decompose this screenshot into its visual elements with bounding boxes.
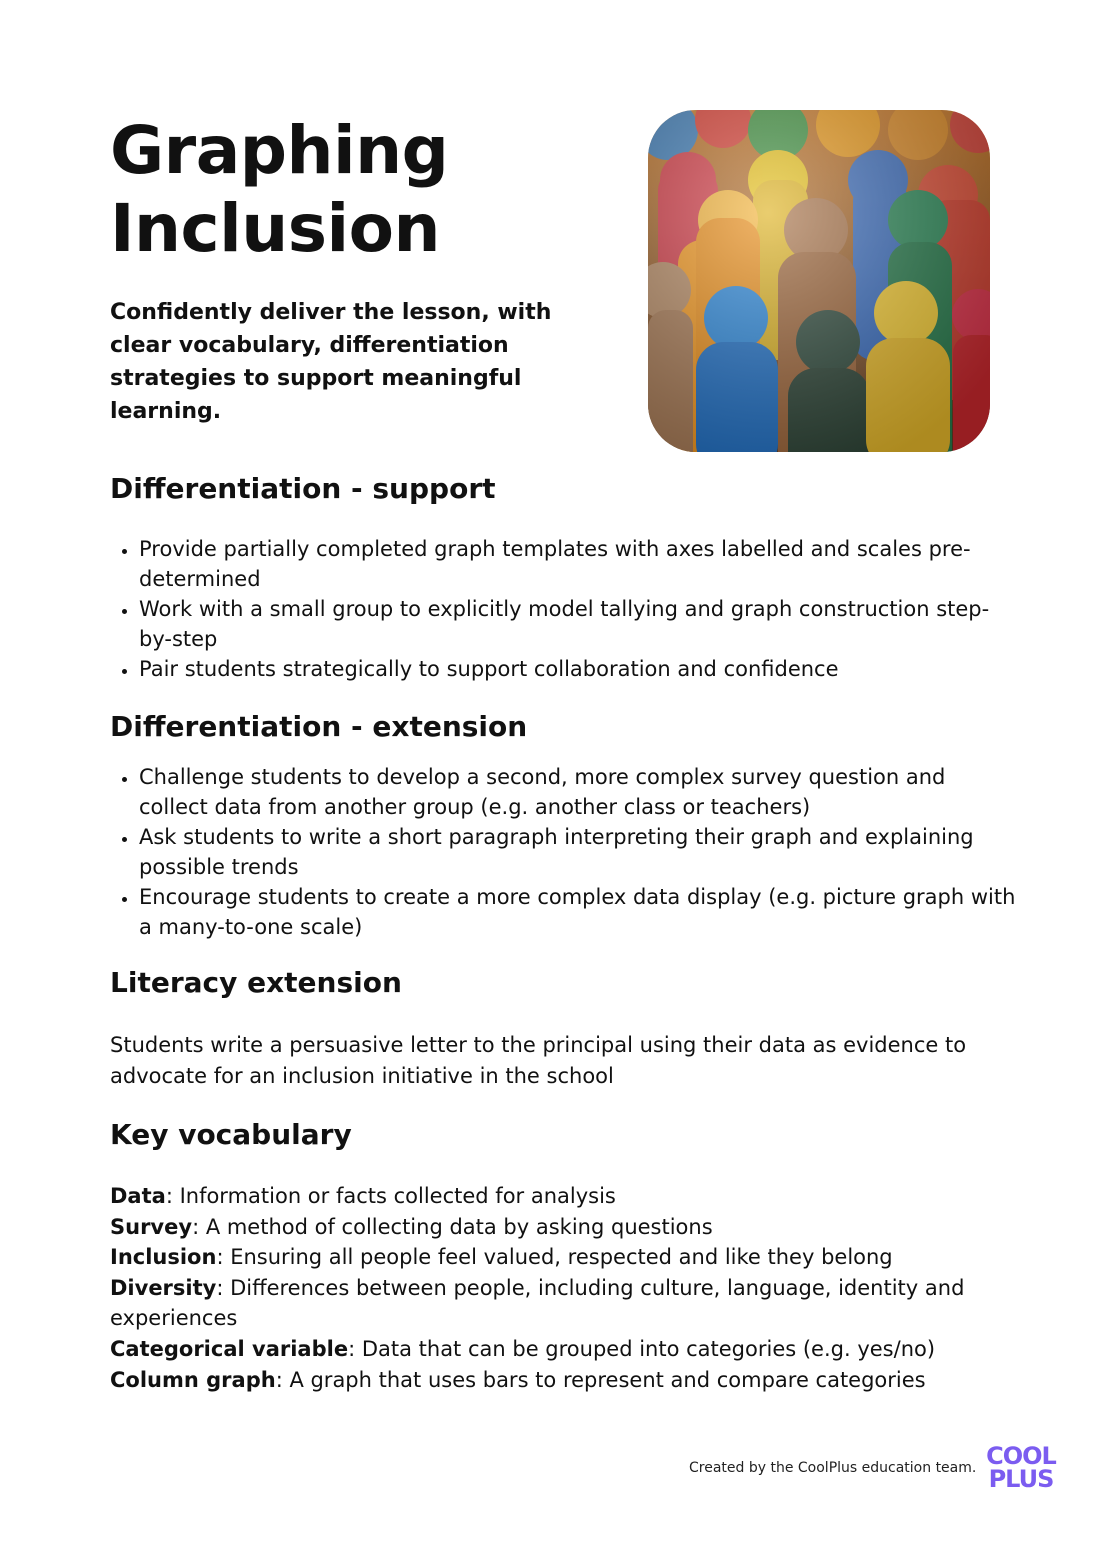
extension-list: [110, 762, 1019, 942]
logo-line-1: COOL: [986, 1442, 1056, 1470]
extension-heading: Differentiation - extension: [110, 710, 528, 743]
page-title: [110, 112, 448, 268]
vocab-term: Column graph: [110, 1367, 276, 1392]
logo-line-2: PLUS: [988, 1465, 1054, 1493]
wooden-peg-figures-image: [648, 110, 990, 452]
vocab-definition: : A graph that uses bars to represent and compare categories: [275, 1367, 926, 1392]
vocab-term: Data: [110, 1184, 166, 1208]
vocab-item: [110, 1273, 990, 1334]
list-item: • Encourage students to create a more complex data display (e.g. picture graph with a many-to-one scale): [139, 882, 1019, 942]
list-item: • Work with a small group to explicitly model tallying and graph construction step-by-step: [139, 594, 1019, 654]
support-list: [110, 534, 1019, 684]
support-heading: Differentiation - support: [110, 472, 496, 505]
title-line-1: Graphing: [110, 112, 449, 189]
vocab-item: [110, 1242, 990, 1273]
list-item: • Pair students strategically to support collaboration and confidence: [139, 654, 1019, 684]
literacy-heading: Literacy extension: [110, 966, 402, 999]
literacy-text: Students write a persuasive letter to the principal using their data as evidence to advocate for an inclusion initiative in the school: [110, 1033, 967, 1088]
list-item: • Ask students to write a short paragraph interpreting their graph and explaining possible trends: [139, 822, 1019, 882]
vocab-definition: : A method of collecting data by asking questions: [192, 1214, 713, 1239]
vocab-term: Categorical variable: [110, 1336, 349, 1361]
vocabulary-list: [110, 1181, 990, 1395]
vocab-term: Inclusion: [110, 1245, 217, 1270]
vocab-definition: : Differences between people, including culture, language, identity and experiences: [110, 1275, 965, 1331]
footer-credit: Created by the CoolPlus education team.: [689, 1460, 977, 1476]
vocab-term: Diversity: [110, 1275, 217, 1300]
vocabulary-heading: Key vocabulary: [110, 1118, 352, 1151]
list-item: • Provide partially completed graph templates with axes labelled and scales pre-determined: [139, 534, 1019, 594]
vocab-item: [110, 1334, 990, 1365]
coolplus-logo: [983, 1442, 1059, 1495]
list-item: • Challenge students to develop a second, more complex survey question and collect data from another group (e.g. another class or teachers): [139, 762, 1019, 822]
vocab-item: [110, 1181, 990, 1212]
intro-text: Confidently deliver the lesson, with clear vocabulary, differentiation strategies to support meaningful learning.: [110, 300, 552, 424]
vocab-definition: : Ensuring all people feel valued, respected and like they belong: [216, 1245, 893, 1270]
vocab-definition: : Information or facts collected for analysis: [165, 1184, 616, 1208]
title-line-2: Inclusion: [110, 190, 441, 267]
vocab-definition: : Data that can be grouped into categories (e.g. yes/no): [348, 1336, 936, 1361]
vocab-term: Survey: [110, 1214, 193, 1239]
vocab-item: [110, 1365, 990, 1396]
vocab-item: [110, 1212, 990, 1243]
